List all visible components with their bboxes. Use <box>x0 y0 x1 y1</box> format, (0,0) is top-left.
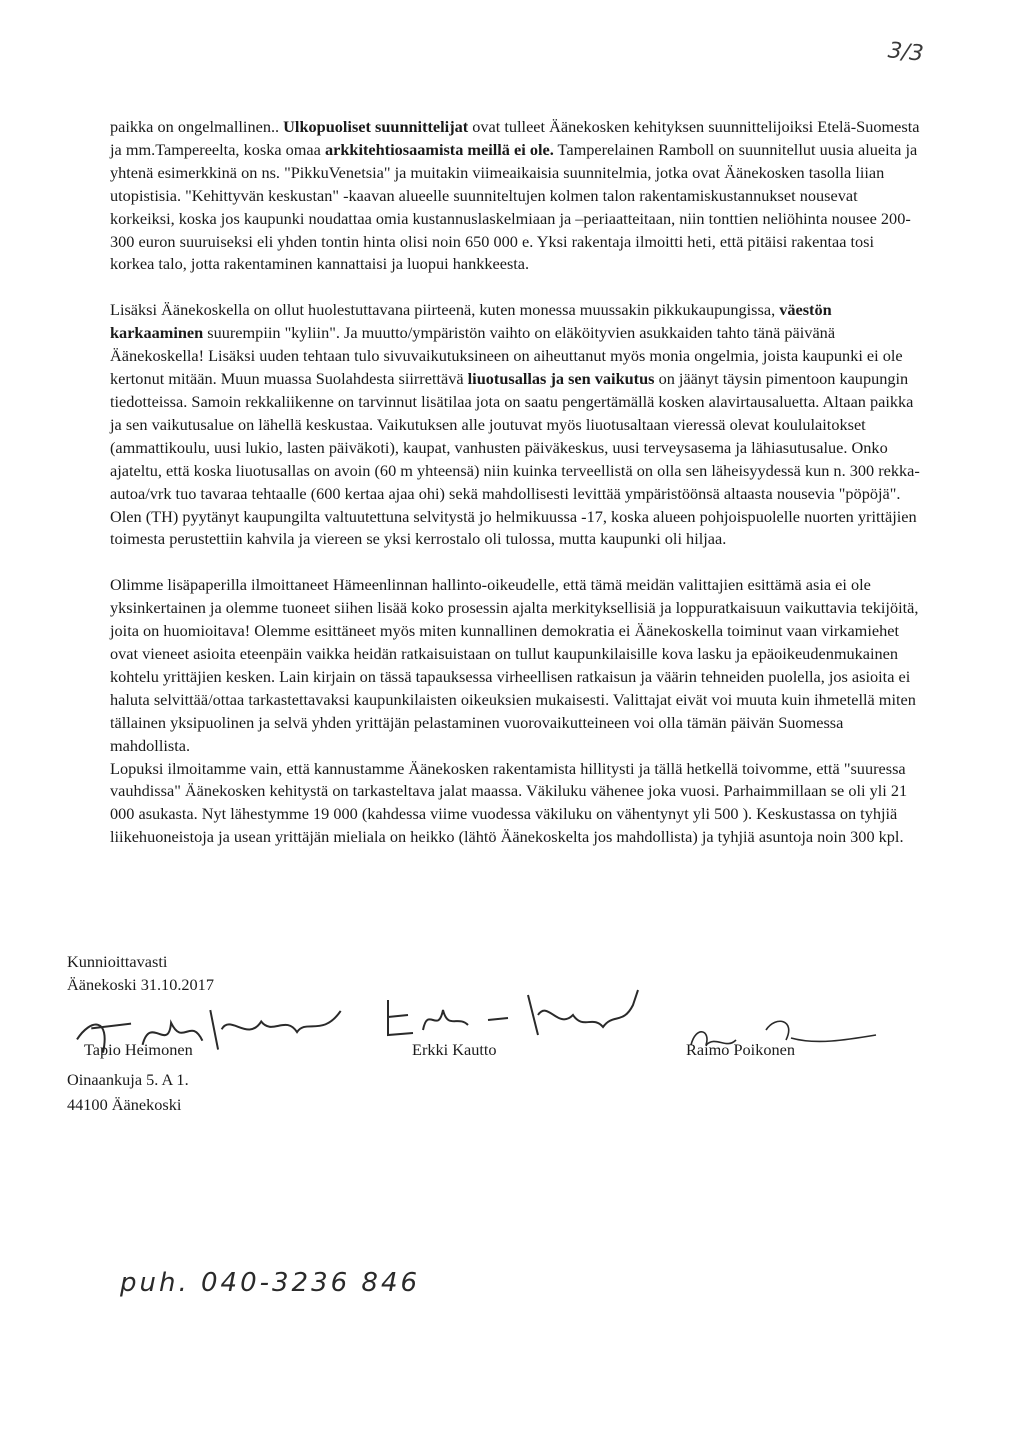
text-run: Lopuksi ilmoitamme vain, että kannustamme Äänekosken rakentamista hillitysti ja tällä hetkellä toivomme, että "suuressa vauhdissa" Äänekosken kehitystä on tarkasteltava jalat maassa. Väkiluku vähenee joka vuosi. Parhaimmillaan se oli yli 21 000 asukasta. Nyt lähestymme 19 000 (kahdessa viime vuodessa väkiluku on vähentynyt yli 500 ). Keskustassa on tyhjiä liikehuoneistoja ja usean yrittäjän mieliala on heikko (lähtö Äänekoskelta jos mahdollista) ja tyhjiä asuntoja noin 300 kpl. <box>110 758 908 847</box>
address-street: Oinaankuja 5. A 1. <box>67 1070 189 1089</box>
text-run: Lisäksi Äänekoskella on ollut huolestuttavana piirteenä, kuten monessa muussakin pikkukaupungissa, <box>110 300 780 320</box>
paragraph-2 <box>110 299 920 551</box>
bold-run: liuotusallas ja sen vaikutus <box>467 369 655 389</box>
signer-name-3: Raimo Poikonen <box>686 1040 795 1059</box>
paragraph-4 <box>110 758 920 850</box>
closing-place-date: Äänekoski 31.10.2017 <box>67 975 214 994</box>
bold-run: väestön karkaaminen <box>110 300 832 343</box>
text-run: on jäänyt täysin pimentoon kaupungin tiedotteissa. Samoin rekkaliikenne on tarvinnut lisätilaa jota on saatu pengertämällä kosken alavirtausaluetta. Altaan paikka ja sen vaikutusalue on lähellä keskustaa. Vaikutuksen alle joutuvat myös liuotusaltaan vieressä olevat koululaitokset (ammattikoulu, uusi lukio, lasten päiväkoti), kaupat, vanhusten päiväkeskus, uusi terveysasema ja lähiasutusalue. Onko ajateltu, että koska liuotusallas on avoin (60 m yhteensä) niin kuinka terveellistä on olla sen läheisyydessä kun n. 300 rekka-autoa/vrk tuo tavaraa tehtaalle (600 kertaa ajaa ohi) sekä mahdollisesti levittää ympäristöönsä altaasta nousevia "pöpöjä". Olen (TH) pyytänyt kaupungilta valtuutettuna selvitystä jo helmikuussa -17, koska alueen pohjoispuolelle nuorten yrittäjien toimesta perustettiin kahvila ja viereen se yksi kerrostalo oli tulossa, mutta kaupunki oli hiljaa. <box>110 369 920 549</box>
text-run: ovat tulleet Äänekosken kehityksen suunnittelijoiksi Etelä-Suomesta ja mm.Tampereelta, koska omaa <box>110 117 920 159</box>
text-run: Tamperelainen Ramboll on suunnitellut uusia alueita ja yhtenä esimerkkinä on ns. "PikkuVenetsia" ja muitakin viimeaikaisia suunnitelmia, jotka ovat Äänekosken tasolla liian utopistisia. "Kehittyvän keskustan" -kaavan alueelle suunniteltujen kolmen talon rakentamiskustannukset nousevat korkeiksi, koska jos kaupunki noudattaa omia kustannuslaskelmiaan ja –periaatteitaan, niin tonttien neliöhinta nousee 200-300 euron suuruiseksi eli yhden tontin hinta olisi noin 650 000 e. Yksi rakentaja ilmoitti heti, että pitäisi rakentaa tosi korkea talo, jotta rakentaminen kannattaisi ja luopui hankkeesta. <box>110 139 918 274</box>
signature-tapio-heimonen <box>70 990 354 1078</box>
phone-handwritten: puh. 040-3236 846 <box>120 1268 421 1298</box>
signer-name-1: Tapio Heimonen <box>84 1040 193 1059</box>
signature-erkki-kautto-drawing <box>378 985 648 1045</box>
bold-run: arkkitehtiosaamista meillä ei ole. <box>324 139 554 159</box>
address-postal: 44100 Äänekoski <box>67 1095 182 1114</box>
text-run: paikka on ongelmallinen.. <box>110 117 284 136</box>
bold-run: Ulkopuoliset suunnittelijat <box>283 117 469 136</box>
text-run: Olimme lisäpaperilla ilmoittaneet Hämeenlinnan hallinto-oikeudelle, että tämä meidän valittajien esittämä asia ei ole yksinkertainen ja olemme tuoneet siihen lisää koko prosessin ajalta merkityksellisiä ja loppuratkaisuun vaikuttavia tekijöitä, joita on huomioitava! Olemme esittäneet myös miten kunnallinen demokratia ei Äänekoskella toiminut vaan virkamiehet ovat vieneet asioita eteenpäin vaikka heidän ratkaisuistaan on tullut kaupunkilaisille kova lasku ja epäoikeudenmukainen kohtelu yrittäjien kesken. Lain kirjain on tässä tapauksessa virheellisen ratkaisun ja väärin tehneiden puolella, jos asioita ei haluta selvittää/ottaa tarkastettavaksi kaupunkilaisten oikeuksien mukaisesti. Valittajat eivät voi muuta kuin ihmetellä miten tällainen yksipuolinen ja selvä yhden yrittäjän pelastaminen vuorovaikutteineen voi olla tämän päivän Suomessa mahdollista. <box>110 575 919 755</box>
paragraph-1 <box>110 116 920 276</box>
page-number: 3/3 <box>886 38 925 67</box>
paragraph-3 <box>110 574 920 757</box>
closing <box>67 950 214 996</box>
signer-name-2: Erkki Kautto <box>412 1040 497 1059</box>
letter-body <box>110 116 920 849</box>
text-run: suurempiin "kyliin". Ja muutto/ympäristön vaihto on eläköityvien asukkaiden tahto tänä päivänä Äänekoskella! Lisäksi uuden tehtaan tulo sivuvaikutuksineen on aiheuttanut myös monia ongelmia, joista kaupunki ei ole kertonut mitään. Muun muassa Suolahdesta siirrettävä <box>110 323 903 389</box>
closing-greeting: Kunnioittavasti <box>67 952 168 971</box>
